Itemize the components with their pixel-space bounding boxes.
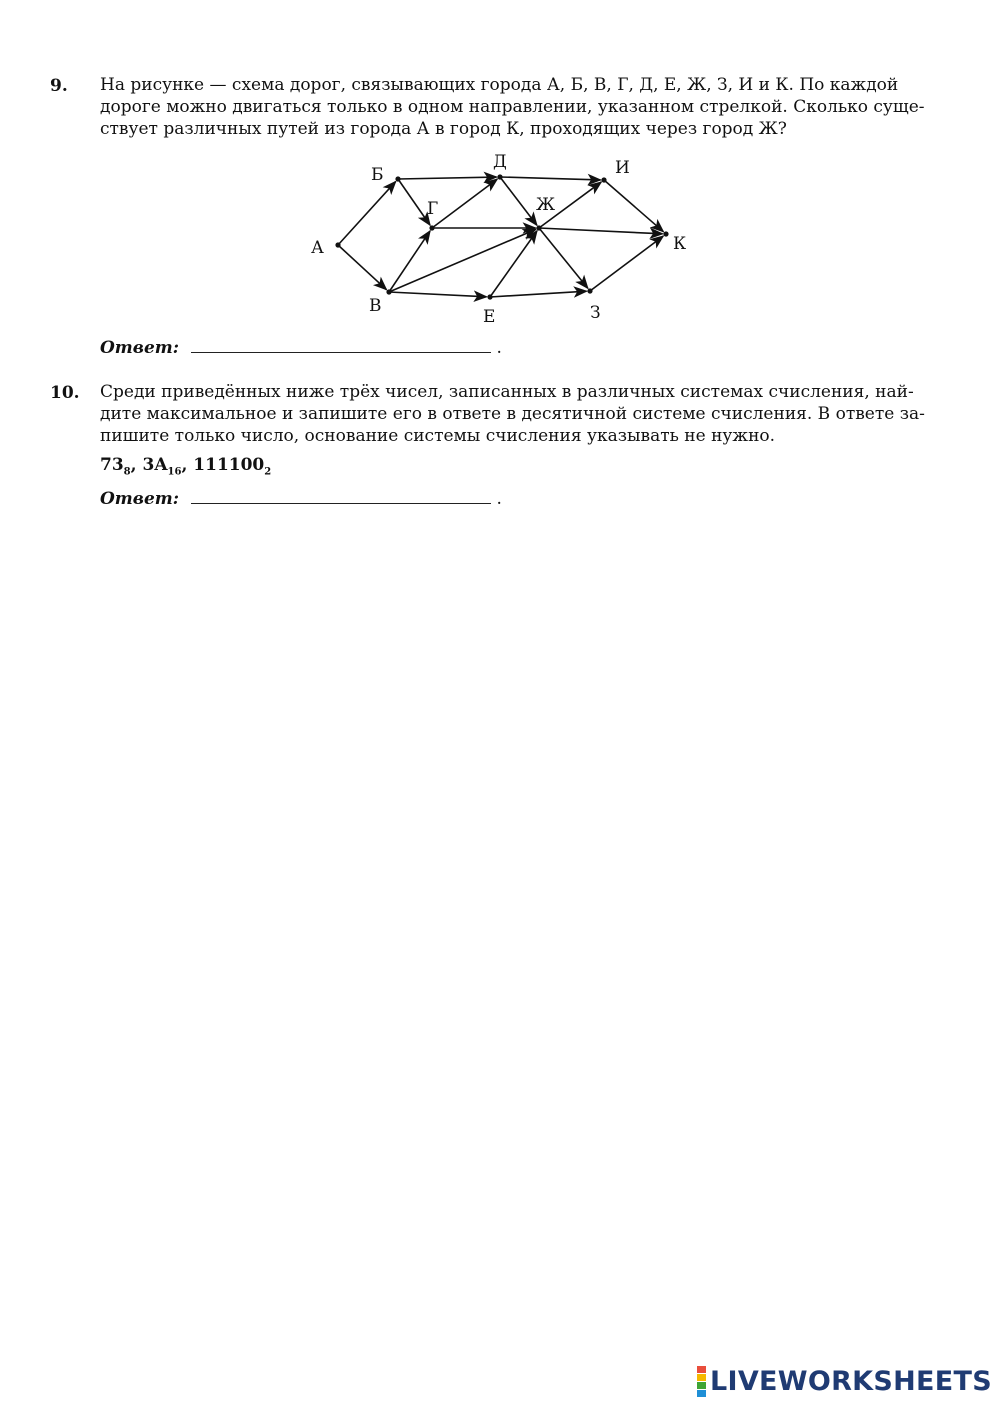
edge-Ж-К bbox=[539, 228, 663, 234]
edge-Б-Г bbox=[398, 179, 430, 225]
node-Е bbox=[487, 294, 492, 299]
node-В bbox=[386, 289, 391, 294]
node-К bbox=[663, 231, 668, 236]
number-base: 8 bbox=[123, 466, 131, 478]
node-label: Ж bbox=[536, 195, 556, 215]
node-label: А bbox=[311, 238, 324, 258]
answer-label: Ответ: bbox=[100, 489, 180, 509]
task-9-line: дороге можно двигаться только в одном направлении, указанном стрелкой. Сколько суще- bbox=[100, 97, 925, 117]
node-Б bbox=[395, 176, 400, 181]
logo-block bbox=[697, 1382, 706, 1389]
node-Г bbox=[429, 225, 434, 230]
node-label: И bbox=[615, 158, 630, 178]
edge-Д-Ж bbox=[500, 177, 537, 225]
answer-field[interactable] bbox=[191, 487, 491, 504]
node-label: Б bbox=[371, 165, 384, 185]
task-9-number: 9. bbox=[50, 76, 68, 96]
task-10-line: Среди приведённых ниже трёх чисел, записанных в различных системах счисления, най- bbox=[100, 382, 914, 402]
number-value: 111100 bbox=[193, 455, 265, 475]
edge-В-Е bbox=[389, 292, 487, 297]
liveworksheets-logo bbox=[697, 1366, 992, 1396]
node-А bbox=[335, 242, 340, 247]
edge-Е-З bbox=[490, 291, 587, 297]
answer-field[interactable] bbox=[191, 336, 491, 353]
node-label: Д bbox=[493, 152, 507, 172]
node-label: Е bbox=[483, 307, 496, 327]
edge-Б-Д bbox=[398, 177, 497, 179]
road-graph-diagram bbox=[0, 0, 1000, 340]
edge-А-Б bbox=[338, 182, 396, 245]
logo-block bbox=[697, 1374, 706, 1381]
node-label: З bbox=[590, 303, 601, 323]
task-9-answer bbox=[100, 336, 502, 358]
number-value: 3A bbox=[142, 455, 168, 475]
node-З bbox=[587, 288, 592, 293]
node-Д bbox=[497, 174, 502, 179]
edge-В-Ж bbox=[389, 229, 536, 292]
answer-label: Ответ: bbox=[100, 338, 180, 358]
logo-block bbox=[697, 1390, 706, 1397]
task-10-line: пишите только число, основание системы счисления указывать не нужно. bbox=[100, 426, 776, 446]
edge-Г-Д bbox=[432, 179, 497, 228]
task-10-number: 10. bbox=[50, 383, 80, 403]
node-label: В bbox=[369, 296, 382, 316]
task-9-line: На рисунке — схема дорог, связывающих города А, Б, В, Г, Д, Е, Ж, З, И и К. По каждой bbox=[100, 75, 899, 95]
task-9-line: ствует различных путей из города А в город К, проходящих через город Ж? bbox=[100, 119, 787, 139]
task-10-line: дите максимальное и запишите его в ответе в десятичной системе счисления. В ответе за- bbox=[100, 404, 925, 424]
node-Ж bbox=[536, 225, 541, 230]
task-10-text bbox=[100, 381, 950, 447]
node-И bbox=[601, 177, 606, 182]
number-value: 73 bbox=[100, 455, 124, 475]
logo-block bbox=[697, 1366, 706, 1373]
number-base: 2 bbox=[264, 466, 272, 478]
edge-Е-Ж bbox=[490, 231, 537, 297]
answer-period: . bbox=[496, 338, 502, 358]
logo-icon bbox=[697, 1366, 706, 1397]
answer-period: . bbox=[496, 489, 502, 509]
node-label: К bbox=[673, 234, 687, 254]
edge-Ж-З bbox=[539, 228, 588, 288]
edge-З-К bbox=[590, 236, 663, 291]
number-base: 16 bbox=[167, 466, 182, 478]
task-10-answer bbox=[100, 487, 502, 509]
number-sep: , bbox=[130, 455, 143, 475]
number-sep: , bbox=[181, 455, 194, 475]
brand-text: LIVEWORKSHEETS bbox=[709, 1365, 992, 1397]
number-list bbox=[100, 455, 271, 477]
edge-Д-И bbox=[500, 177, 601, 180]
edge-А-В bbox=[338, 245, 386, 290]
node-label: Г bbox=[427, 199, 439, 219]
edge-И-К bbox=[604, 180, 663, 232]
